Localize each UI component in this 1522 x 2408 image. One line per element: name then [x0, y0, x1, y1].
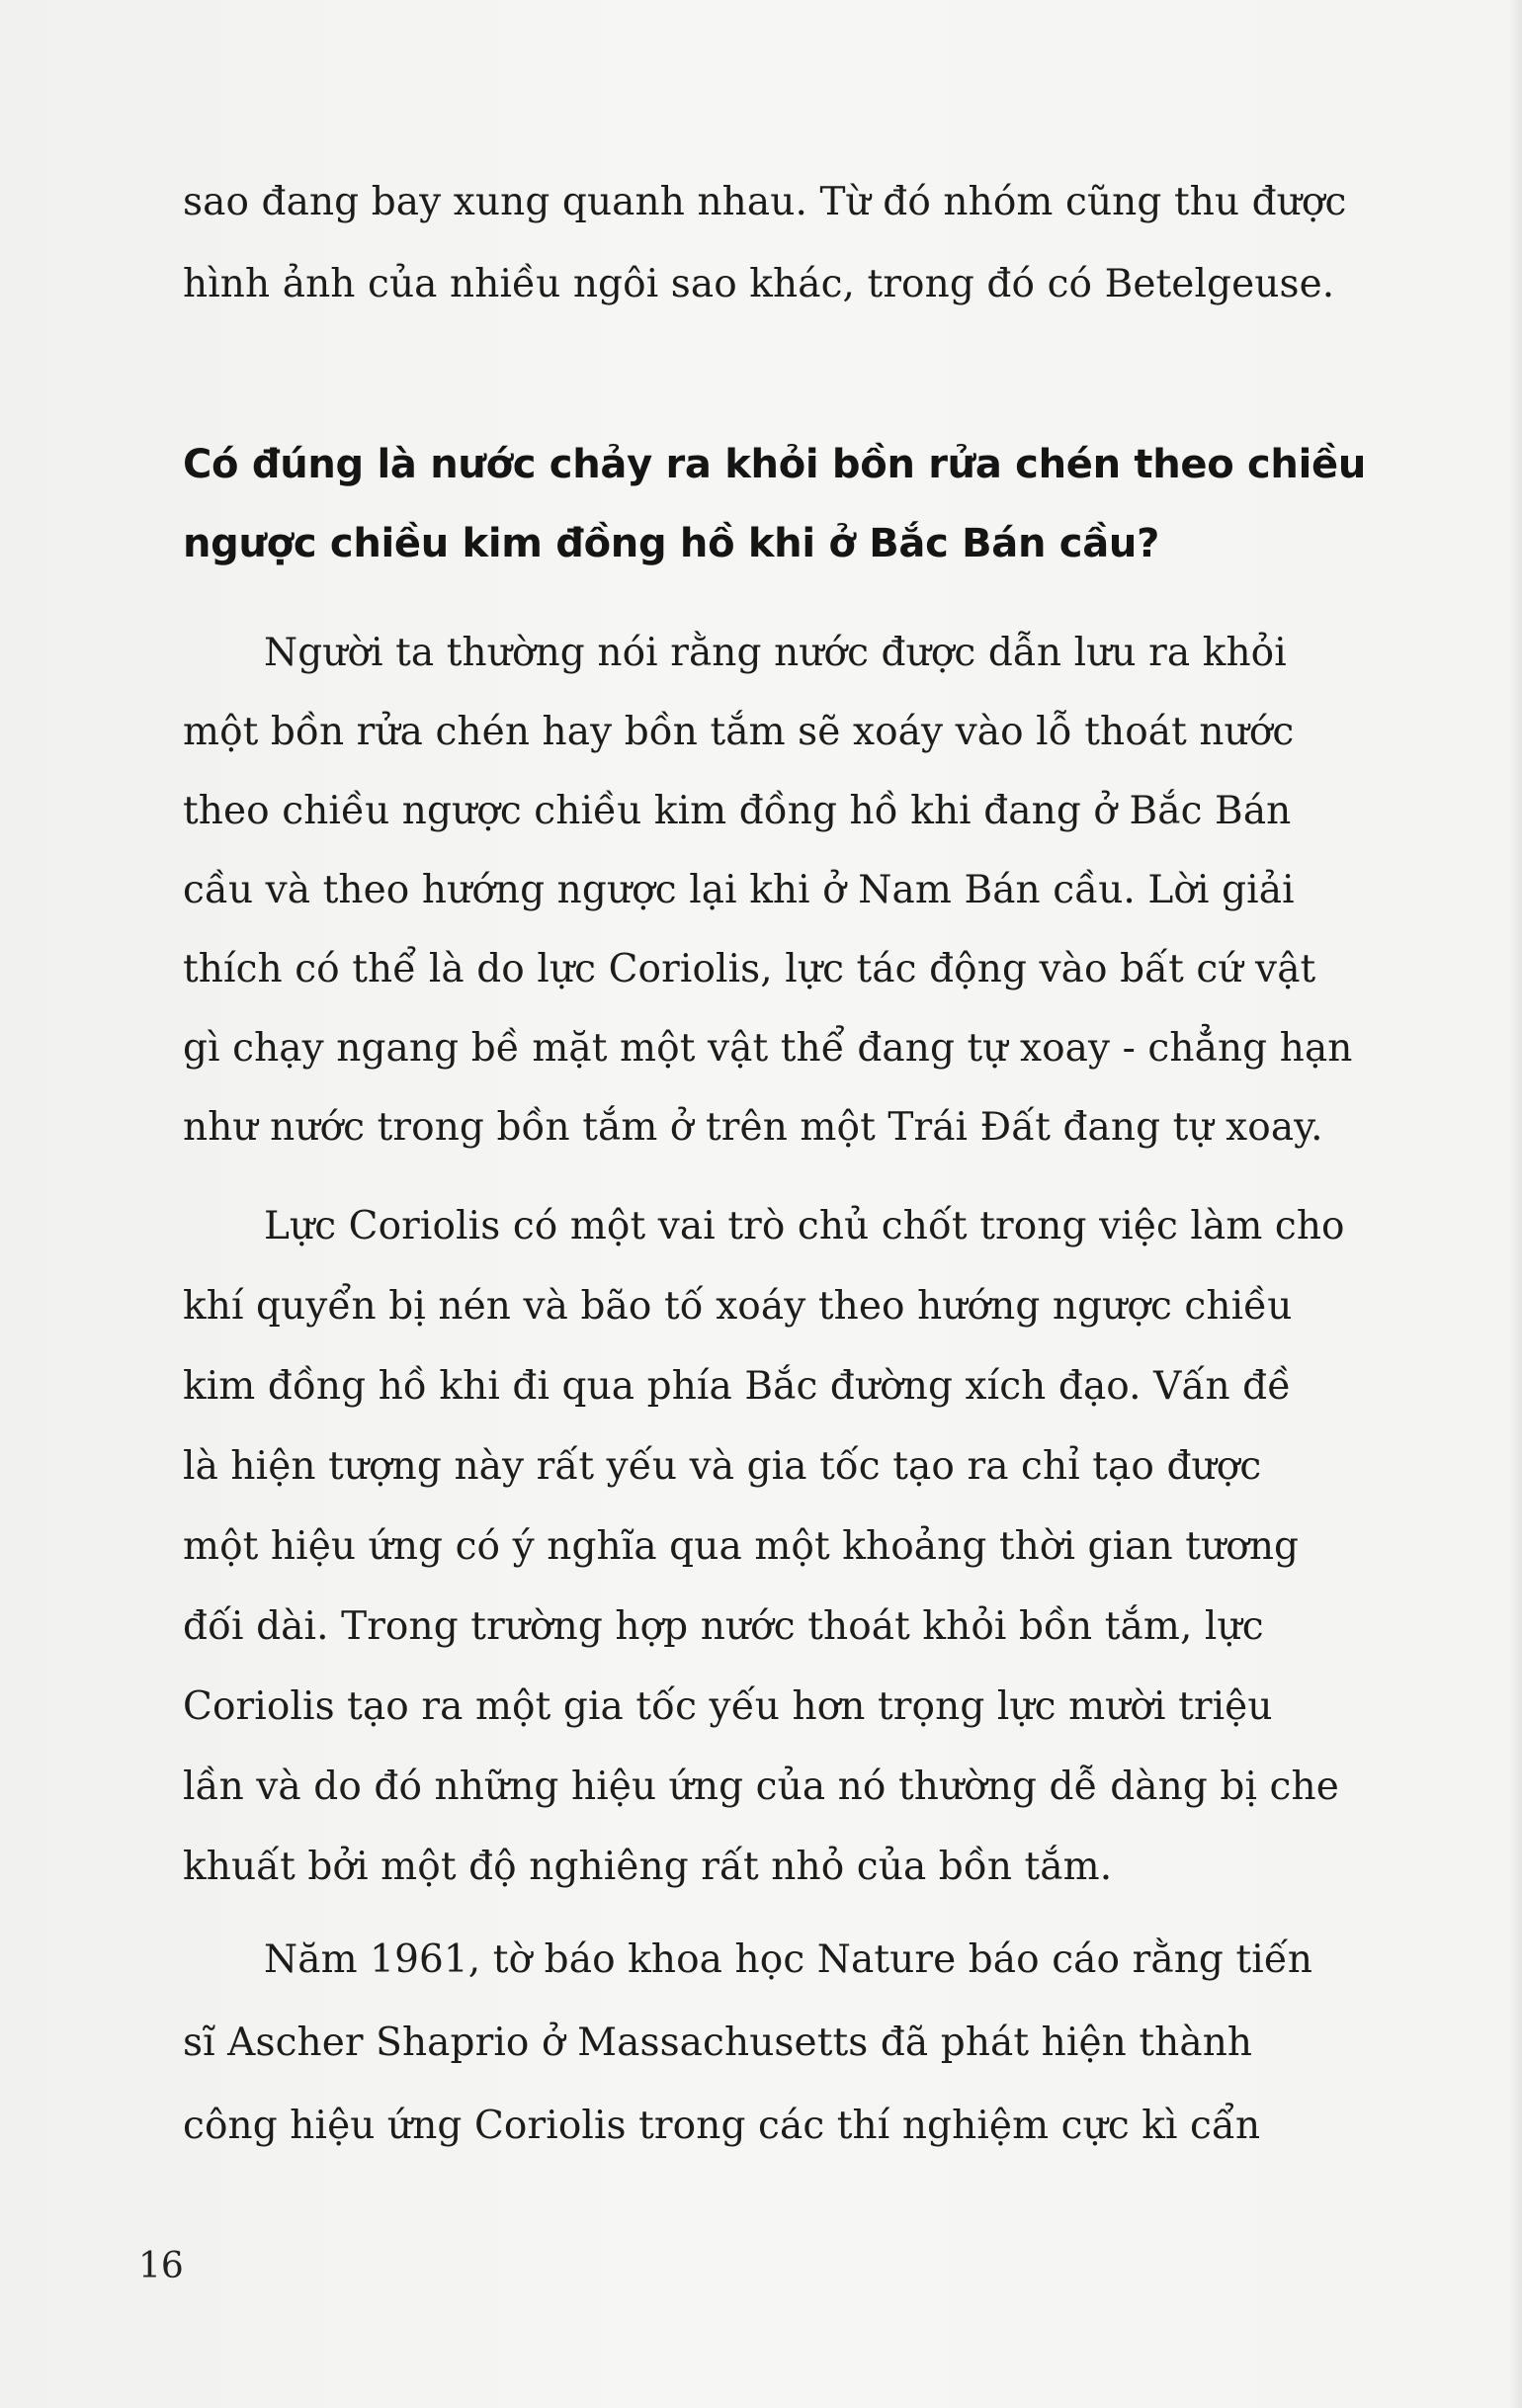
text-line: Lực Coriolis có một vai trò chủ chốt trong việc làm cho	[264, 1204, 1345, 1248]
text-line: Coriolis tạo ra một gia tốc yếu hơn trọng lực mười triệu	[183, 1684, 1273, 1729]
text-line: lần và do đó những hiệu ứng của nó thường dễ dàng bị che	[183, 1764, 1339, 1809]
text-line: hình ảnh của nhiều ngôi sao khác, trong đó có Betelgeuse.	[183, 262, 1335, 306]
text-line: theo chiều ngược chiều kim đồng hồ khi đang ở Bắc Bán	[183, 789, 1292, 833]
page-number: 16	[138, 2246, 184, 2286]
text-line: kim đồng hồ khi đi qua phía Bắc đường xích đạo. Vấn đề	[183, 1364, 1292, 1409]
text-line: sĩ Ascher Shaprio ở Massachusetts đã phát hiện thành	[183, 2021, 1253, 2065]
text-line: như nước trong bồn tắm ở trên một Trái Đất đang tự xoay.	[183, 1105, 1323, 1150]
text-line: đối dài. Trong trường hợp nước thoát khỏi bồn tắm, lực	[183, 1604, 1264, 1649]
text-line: thích có thể là do lực Coriolis, lực tác động vào bất cứ vật	[183, 947, 1316, 991]
text-line: cầu và theo hướng ngược lại khi ở Nam Bán cầu. Lời giải	[183, 868, 1295, 912]
text-line: gì chạy ngang bề mặt một vật thể đang tự xoay - chẳng hạn	[183, 1026, 1353, 1071]
text-line: Người ta thường nói rằng nước được dẫn lưu ra khỏi	[264, 631, 1287, 675]
page-edge-shadow	[1508, 0, 1522, 2408]
text-line: khuất bởi một độ nghiêng rất nhỏ của bồn tắm.	[183, 1845, 1113, 1889]
text-line: công hiệu ứng Coriolis trong các thí nghiệm cực kì cẩn	[183, 2104, 1261, 2148]
text-line: khí quyển bị nén và bão tố xoáy theo hướng ngược chiều	[183, 1284, 1293, 1329]
text-line: Năm 1961, tờ báo khoa học Nature báo cáo rằng tiến	[264, 1937, 1313, 1982]
heading-line: ngược chiều kim đồng hồ khi ở Bắc Bán cầu?	[183, 521, 1159, 566]
text-line: sao đang bay xung quanh nhau. Từ đó nhóm cũng thu được	[183, 180, 1347, 224]
text-line: một hiệu ứng có ý nghĩa qua một khoảng thời gian tương	[183, 1524, 1300, 1569]
heading-line: Có đúng là nước chảy ra khỏi bồn rửa chén theo chiều	[183, 442, 1367, 487]
text-line: là hiện tượng này rất yếu và gia tốc tạo ra chỉ tạo được	[183, 1444, 1262, 1489]
text-line: một bồn rửa chén hay bồn tắm sẽ xoáy vào lỗ thoát nước	[183, 710, 1295, 754]
